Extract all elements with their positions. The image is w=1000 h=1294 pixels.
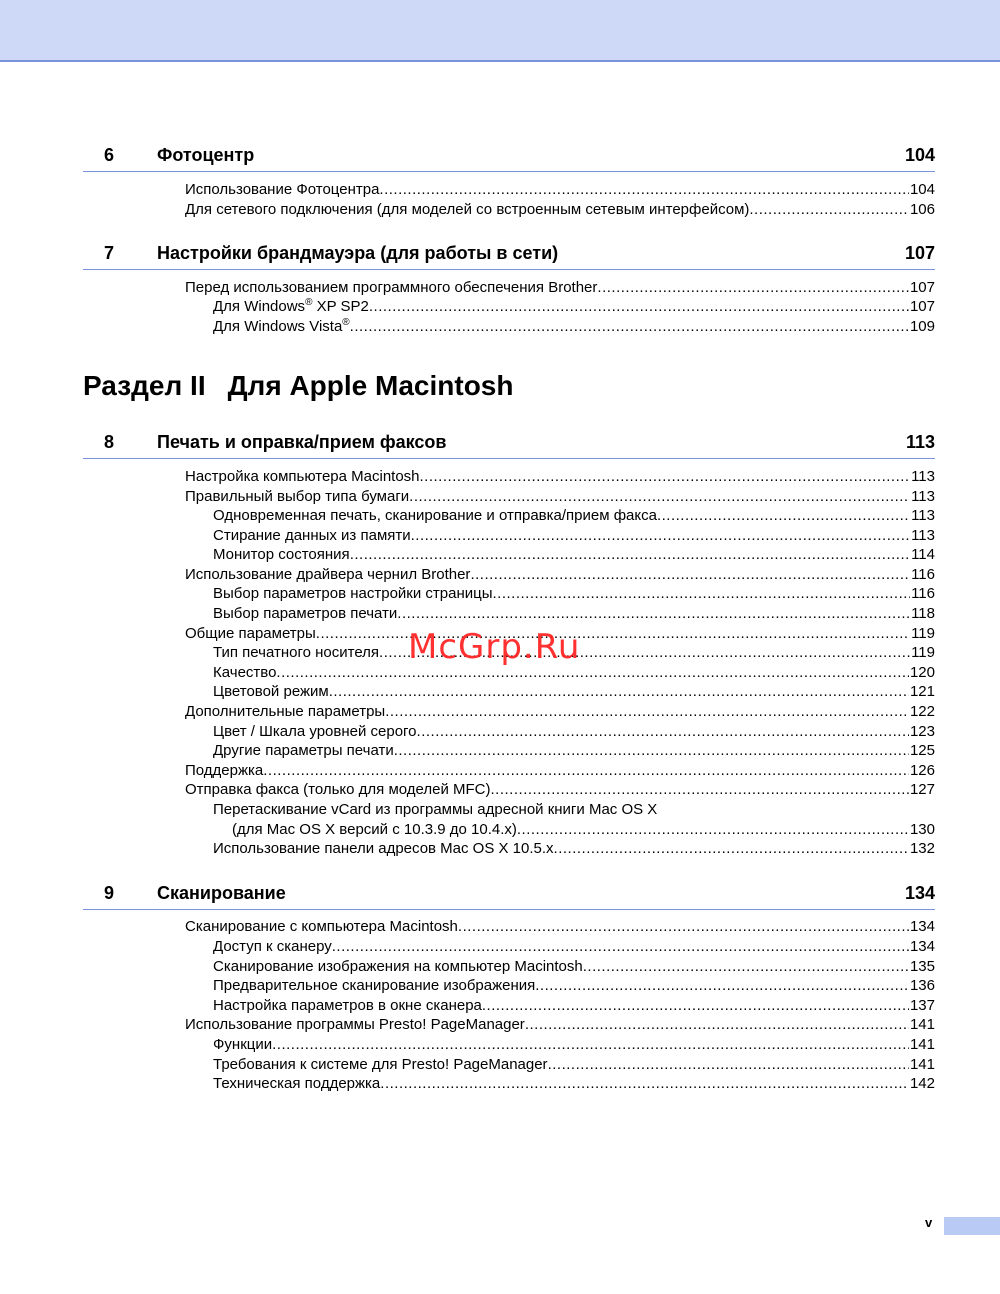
toc-entry[interactable] — [213, 937, 935, 957]
toc-entry[interactable] — [213, 957, 935, 977]
chapter-title: Фотоцентр — [157, 145, 255, 165]
part-label: Раздел II — [83, 370, 206, 401]
toc-entry[interactable] — [185, 180, 935, 200]
toc-entry-page: 134 — [909, 938, 935, 955]
chapter-number: 9 — [104, 883, 115, 903]
toc-entry[interactable] — [232, 820, 935, 840]
leader-dots — [535, 976, 909, 996]
page-number: v — [925, 1215, 933, 1230]
toc-entry[interactable] — [185, 467, 935, 487]
toc-entry[interactable] — [185, 487, 935, 507]
chapter-number: 8 — [104, 432, 115, 452]
leader-dots — [394, 741, 909, 761]
chapter-heading-8[interactable] — [83, 428, 935, 459]
toc-entry-text: Общие параметры — [185, 625, 316, 642]
toc-entry-text[interactable]: Перетаскивание vCard из программы адресной книги Mac OS X — [213, 801, 658, 818]
leader-dots — [369, 297, 909, 317]
toc-entry-page: 116 — [911, 566, 935, 583]
page-corner-tab — [944, 1217, 1000, 1235]
leader-dots — [409, 487, 910, 507]
toc-entry[interactable] — [213, 1055, 935, 1075]
toc-entry-page: 137 — [909, 997, 935, 1014]
toc-entry-text: Дополнительные параметры — [185, 703, 386, 720]
toc-entry-page: 118 — [911, 605, 935, 622]
toc-entry-text: Выбор параметров печати — [213, 605, 398, 622]
toc-entry-page: 132 — [909, 840, 935, 857]
toc-entry-text-b: XP SP2 — [312, 298, 369, 315]
toc-entry-text: Использование драйвера чернил Brother — [185, 566, 471, 583]
toc-entry-page: 106 — [909, 201, 935, 218]
watermark: McGrp.Ru — [408, 627, 581, 667]
toc-entry-page: 113 — [911, 488, 935, 505]
toc-entry-page: 127 — [909, 781, 935, 798]
leader-dots — [548, 1055, 909, 1075]
leader-dots — [597, 278, 909, 298]
toc-entry[interactable] — [213, 506, 935, 526]
chapter-page: 134 — [904, 883, 935, 903]
toc-entry-page: 141 — [909, 1016, 935, 1033]
toc-entry-page: 122 — [909, 703, 935, 720]
leader-dots — [657, 506, 910, 526]
toc-entry[interactable] — [213, 317, 935, 337]
toc-entry[interactable] — [213, 741, 935, 761]
leader-dots — [417, 722, 909, 742]
toc-entry-text: Использование Фотоцентра — [185, 181, 380, 198]
chapter-page: 113 — [905, 432, 935, 452]
leader-dots — [397, 604, 910, 624]
toc-entry-page: 119 — [911, 644, 935, 661]
toc-entry-page: 123 — [909, 723, 935, 740]
toc-entry[interactable] — [213, 1035, 935, 1055]
toc-entry-page: 141 — [909, 1056, 935, 1073]
toc-entry-text: Техническая поддержка — [213, 1075, 381, 1092]
leader-dots — [525, 1015, 909, 1035]
toc-entry[interactable] — [185, 780, 935, 800]
chapter-title: Настройки брандмауэра (для работы в сети) — [157, 243, 559, 263]
chapter-heading-9[interactable] — [83, 879, 935, 910]
toc-entry-page: 107 — [909, 279, 935, 296]
leader-dots — [470, 565, 910, 585]
toc-entry[interactable] — [185, 200, 935, 220]
toc-entry-text: Требования к системе для Presto! PageManager — [213, 1056, 548, 1073]
toc-entry[interactable] — [213, 297, 935, 317]
toc-entry-text: Поддержка — [185, 762, 264, 779]
toc-entry-page: 109 — [909, 318, 935, 335]
chapter-number: 6 — [104, 145, 115, 165]
toc-entry[interactable] — [185, 565, 935, 585]
toc-entry-page: 104 — [909, 181, 935, 198]
toc-entry-text: Настройка компьютера Macintosh — [185, 468, 420, 485]
toc-entry[interactable] — [213, 682, 935, 702]
toc-entry-text-a: Для Windows Vista — [213, 318, 343, 335]
toc-entry-text: Цветовой режим — [213, 683, 329, 700]
leader-dots — [458, 917, 909, 937]
toc-entry-text: Сканирование с компьютера Macintosh — [185, 918, 458, 935]
toc-entry[interactable] — [185, 917, 935, 937]
chapter-page: 104 — [904, 145, 935, 165]
toc-entry-page: 135 — [909, 958, 935, 975]
toc-entry-page: 107 — [909, 298, 935, 315]
toc-entry-text: Перед использованием программного обеспечения Brother — [185, 279, 598, 296]
toc-entry-page: 116 — [911, 585, 935, 602]
toc-entry[interactable] — [185, 702, 935, 722]
leader-dots — [385, 702, 909, 722]
leader-dots — [329, 682, 909, 702]
leader-dots — [350, 545, 910, 565]
leader-dots — [276, 663, 909, 683]
toc-entry[interactable] — [185, 761, 935, 781]
leader-dots — [411, 526, 910, 546]
chapter-heading-7[interactable] — [83, 239, 935, 270]
toc-entry-text — [213, 297, 369, 317]
toc-entry-text: Для сетевого подключения (для моделей со встроенным сетевым интерфейсом) — [185, 201, 750, 218]
part-heading — [83, 370, 513, 402]
leader-dots — [316, 624, 910, 644]
toc-entry[interactable] — [213, 1074, 935, 1094]
toc-entry-page: 120 — [909, 664, 935, 681]
registered-mark: ® — [305, 297, 313, 308]
toc-entry-text: Правильный выбор типа бумаги — [185, 488, 410, 505]
toc-entry[interactable] — [213, 976, 935, 996]
leader-dots — [491, 780, 909, 800]
chapter-heading-6[interactable] — [83, 141, 935, 172]
toc-entry-page: 130 — [909, 821, 935, 838]
toc-entry-text: Предварительное сканирование изображения — [213, 977, 536, 994]
toc-entry-page: 126 — [909, 762, 935, 779]
toc-entry-text-a: Для Windows — [213, 298, 306, 315]
toc-entry-page: 119 — [911, 625, 935, 642]
header-band — [0, 0, 1000, 62]
chapter-title: Сканирование — [157, 883, 286, 903]
toc-entry[interactable] — [213, 604, 935, 624]
leader-dots — [583, 957, 909, 977]
chapter-page: 107 — [904, 243, 935, 263]
toc-entry[interactable] — [185, 278, 935, 298]
leader-dots — [749, 200, 909, 220]
toc-entry-page: 114 — [911, 546, 935, 563]
toc-entry-text: Доступ к сканеру — [213, 938, 332, 955]
leader-dots — [380, 1074, 909, 1094]
registered-mark: ® — [342, 317, 350, 328]
toc-entry[interactable] — [213, 722, 935, 742]
leader-dots — [263, 761, 909, 781]
toc-entry-page: 142 — [909, 1075, 935, 1092]
toc-entry[interactable] — [213, 996, 935, 1016]
toc-entry-text: Отправка факса (только для моделей MFC) — [185, 781, 491, 798]
toc-entry-text: Сканирование изображения на компьютер Macintosh — [213, 958, 583, 975]
toc-entry-page: 113 — [911, 468, 935, 485]
leader-dots — [350, 317, 909, 337]
toc-entry-text: Качество — [213, 664, 277, 681]
toc-entry[interactable] — [213, 839, 935, 859]
part-title: Для Apple Macintosh — [227, 370, 514, 401]
toc-entry[interactable] — [213, 584, 935, 604]
leader-dots — [482, 996, 909, 1016]
toc-entry-page: 134 — [909, 918, 935, 935]
leader-dots — [493, 584, 911, 604]
chapter-number: 7 — [104, 243, 115, 263]
chapter-title: Печать и оправка/прием факсов — [157, 432, 447, 452]
toc-entry[interactable] — [213, 526, 935, 546]
toc-entry-page: 113 — [911, 507, 935, 524]
toc-entry-text — [213, 317, 350, 337]
leader-dots — [332, 937, 909, 957]
toc-entry-text: Использование панели адресов Mac OS X 10.5.x — [213, 840, 554, 857]
toc-entry-text: Одновременная печать, сканирование и отправка/прием факса — [213, 507, 657, 524]
toc-entry-text: Настройка параметров в окне сканера — [213, 997, 482, 1014]
leader-dots — [554, 839, 909, 859]
toc-entry-page: 125 — [909, 742, 935, 759]
toc-entry-text: Стирание данных из памяти — [213, 527, 411, 544]
toc-entry[interactable] — [185, 1015, 935, 1035]
toc-entry-text: Монитор состояния — [213, 546, 350, 563]
toc-entry-page: 113 — [911, 527, 935, 544]
leader-dots — [420, 467, 911, 487]
toc-entry-text: Функции — [213, 1036, 273, 1053]
toc-entry-page: 121 — [909, 683, 935, 700]
leader-dots — [272, 1035, 909, 1055]
toc-entry-text: Тип печатного носителя — [213, 644, 380, 661]
toc-entry-text: Цвет / Шкала уровней серого — [213, 723, 417, 740]
leader-dots — [517, 820, 909, 840]
toc-entry-text: (для Mac OS X версий с 10.3.9 до 10.4.x) — [232, 821, 517, 838]
leader-dots — [379, 180, 909, 200]
toc-entry[interactable] — [213, 545, 935, 565]
toc-entry-page: 136 — [909, 977, 935, 994]
toc-entry-page: 141 — [909, 1036, 935, 1053]
toc-entry-text: Выбор параметров настройки страницы — [213, 585, 493, 602]
toc-entry-text: Другие параметры печати — [213, 742, 394, 759]
toc-entry-text: Использование программы Presto! PageManager — [185, 1016, 525, 1033]
